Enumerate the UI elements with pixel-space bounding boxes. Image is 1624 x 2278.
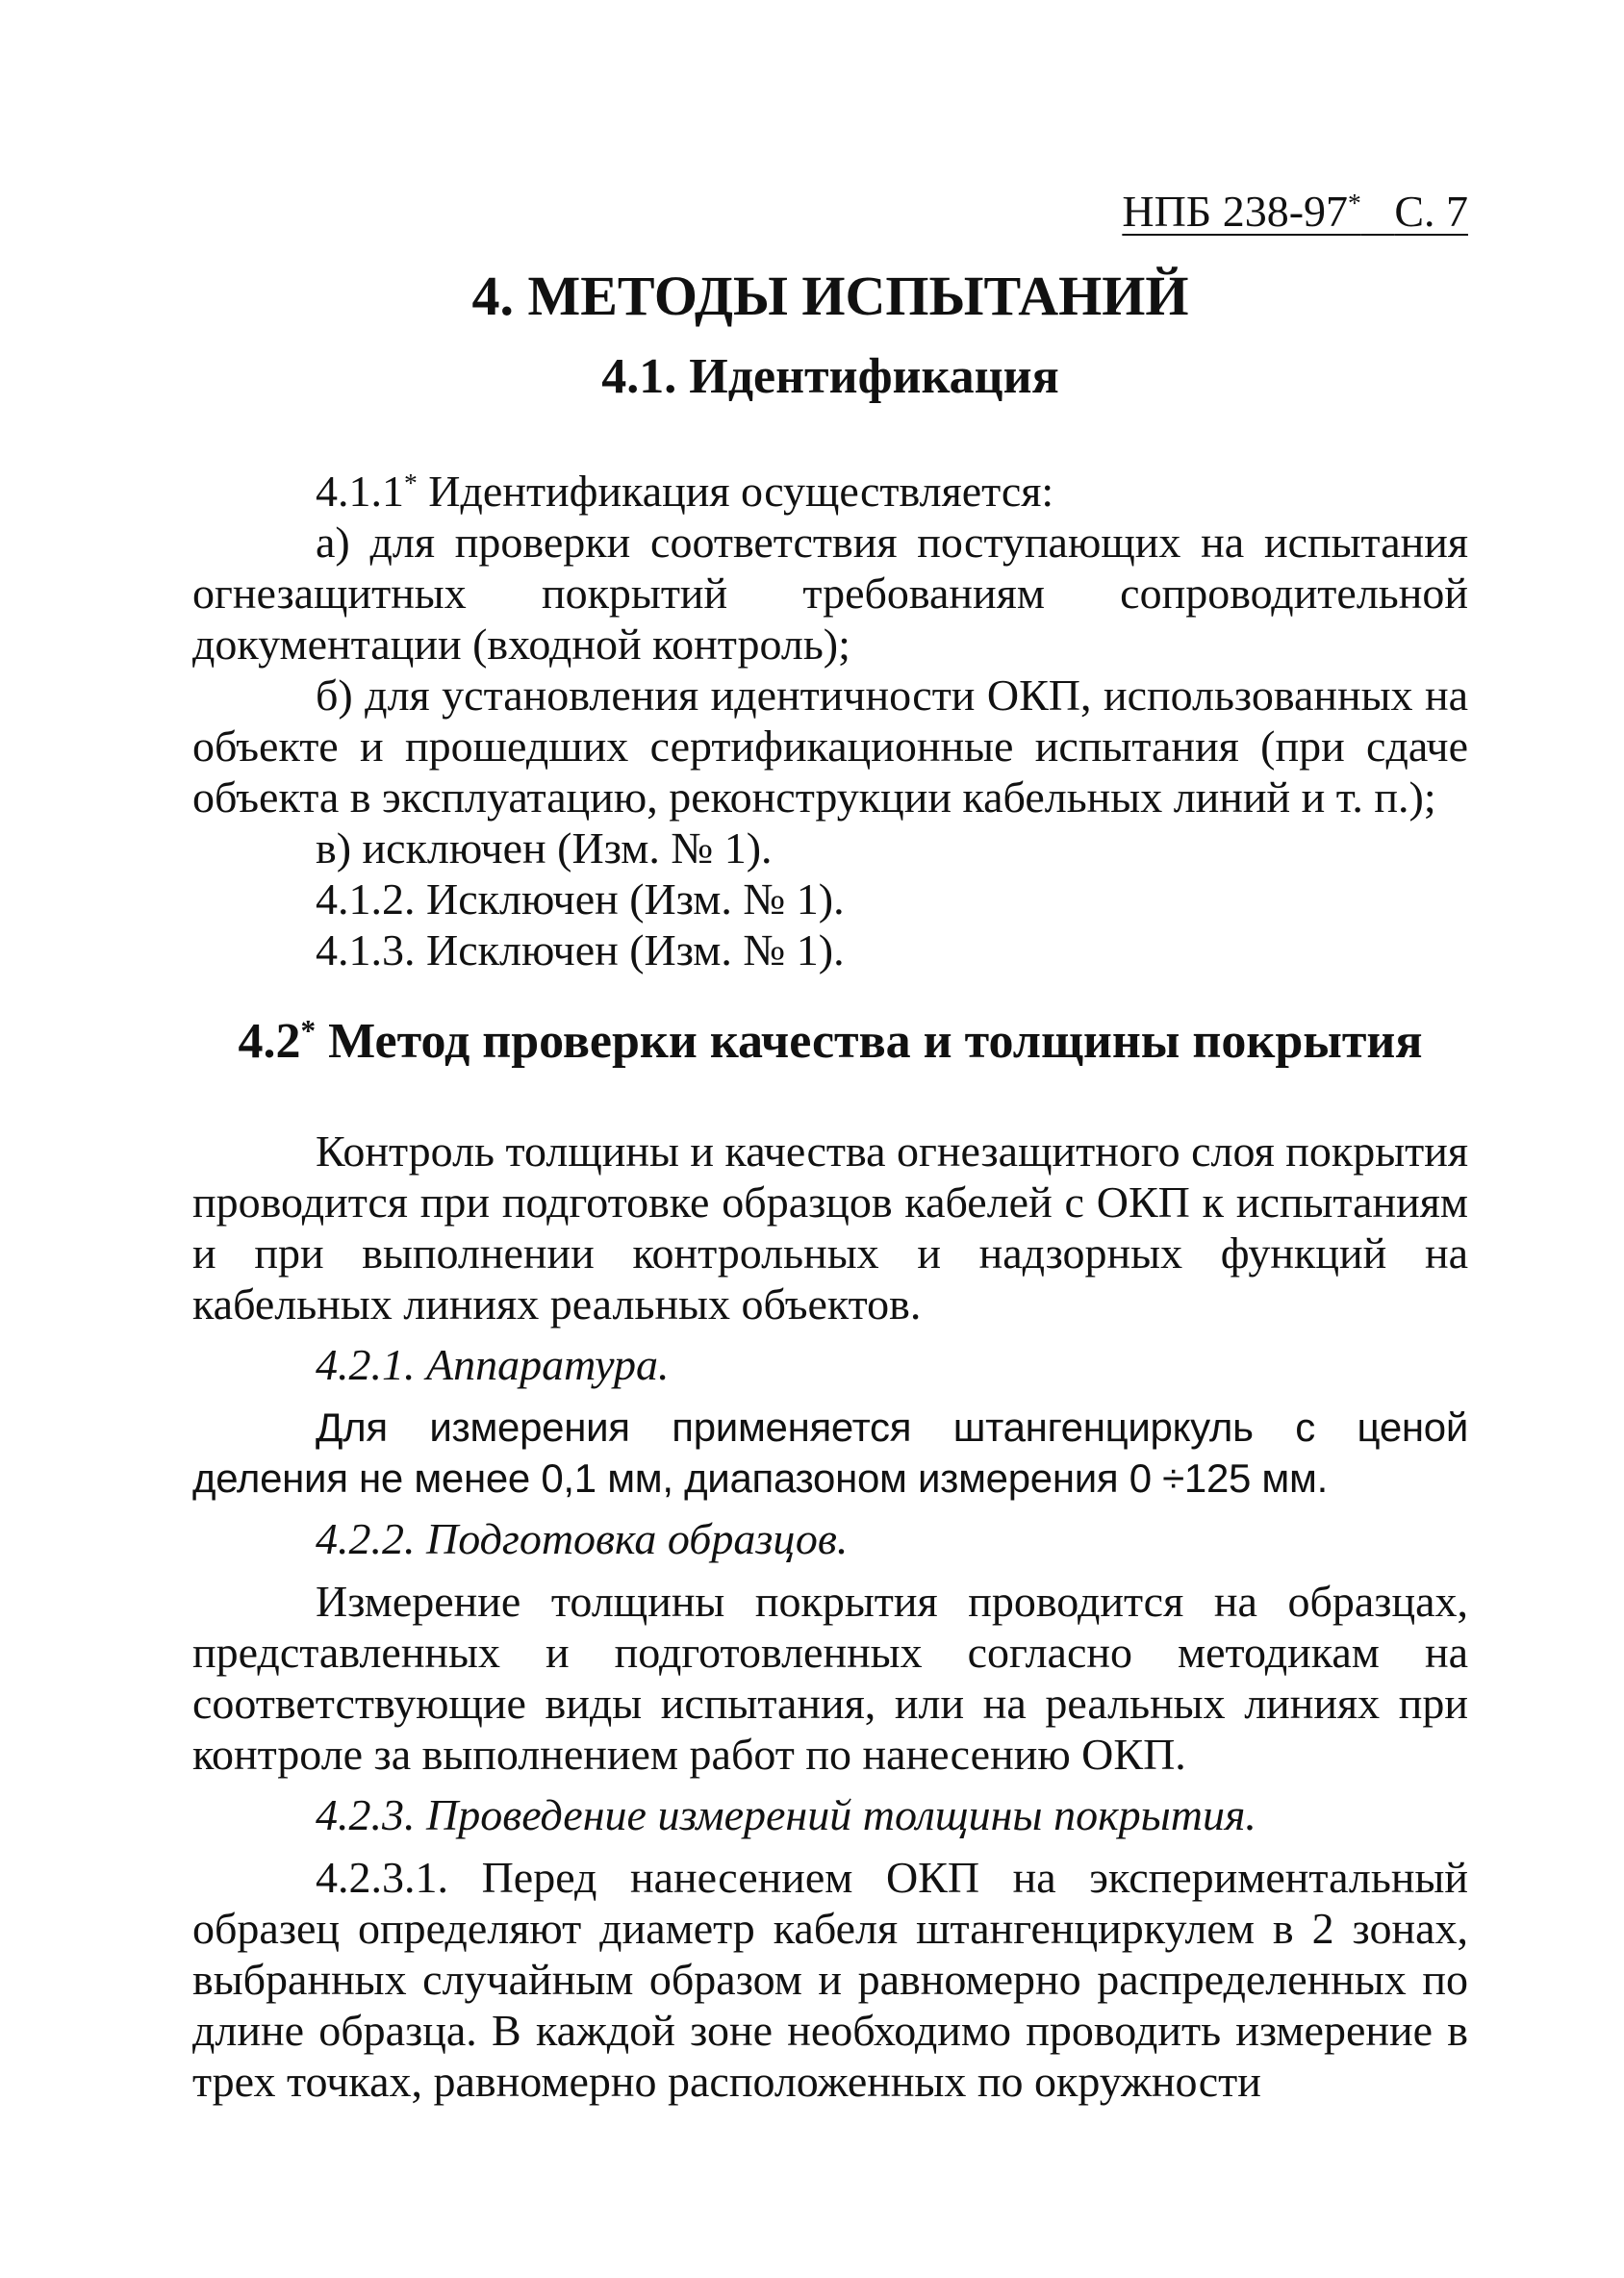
paragraph-4-2-2-title: 4.2.2. Подготовка образцов.: [316, 1514, 849, 1563]
subsection-4-2-title: [192, 995, 1468, 1089]
subsection-4-2-text: Метод проверки качества и толщины покрытия: [316, 1014, 1423, 1069]
subsection-4-2-asterisk: *: [300, 1013, 317, 1048]
paragraph-4-1-2: 4.1.2. Исключен (Изм. № 1).: [316, 874, 845, 924]
paragraph-4-2-2-text: Измерение толщины покрытия проводится на образцах, представленных и подготовленных согласно методикам на соответствующие виды испытания, или на реальных линиях при контроле за выполнением работ по нанесению ОКП.: [192, 1577, 1468, 1779]
page-header: [1064, 183, 1468, 240]
list-item-v: в) исключен (Изм. № 1).: [316, 823, 773, 873]
list-item-b: б) для установления идентичности ОКП, использованных на объекте и прошедших сертификационные испытания (при сдаче объекта в эксплуатацию, реконструкции кабельных линий и т. п.);: [192, 671, 1468, 822]
paragraph-4-1-1-asterisk: *: [404, 467, 418, 497]
paragraph-4-2-1-text: Для измерения применяется штангенциркуль с ценой деления не менее 0,1 мм, диапазоном измерения 0 ÷125 мм.: [192, 1405, 1468, 1501]
paragraph-4-1-1-number: 4.1.1: [316, 467, 404, 516]
header-asterisk: *: [1348, 187, 1361, 217]
paragraph-4-2-3-title: 4.2.3. Проведение измерений толщины покрытия.: [316, 1790, 1256, 1839]
paragraph-4-2-3-1: 4.2.3.1. Перед нанесением ОКП на экспериментальный образец определяют диаметр кабеля штангенциркулем в 2 зонах, выбранных случайным образом и равномерно распределенных по длине образца. В каждой зоне необходимо проводить измерение в трех точках, равномерно расположенных по окружности: [192, 1853, 1468, 2106]
header-doc-number-group: [1122, 187, 1468, 236]
subsection-4-1-title: 4.1. Идентификация: [601, 349, 1059, 404]
paragraph-4-2-intro: Контроль толщины и качества огнезащитного слоя покрытия проводится при подготовке образцов кабелей с ОКП к испытаниям и при выполнении контрольных и надзорных функций на кабельных линиях реальных объектов.: [192, 1126, 1468, 1329]
header-doc-number: НПБ 238-97: [1122, 187, 1349, 236]
spacer: [192, 416, 1468, 466]
paragraph-4-1-3: 4.1.3. Исключен (Изм. № 1).: [316, 925, 845, 974]
section-title: 4. МЕТОДЫ ИСПЫТАНИЙ: [471, 265, 1189, 327]
paragraph-4-1-1-text: Идентификация осуществляется:: [417, 467, 1054, 516]
list-item-a: а) для проверки соответствия поступающих на испытания огнезащитных покрытий требованиям сопроводительной документации (входной контроль);: [192, 518, 1468, 669]
header-page-number: С. 7: [1394, 187, 1468, 236]
subsection-4-2-number: 4.2: [238, 1014, 301, 1069]
paragraph-4-1-1: [192, 466, 1468, 517]
document-body: [192, 252, 1468, 2107]
paragraph-4-2-1-title: 4.2.1. Аппаратура.: [316, 1340, 670, 1389]
